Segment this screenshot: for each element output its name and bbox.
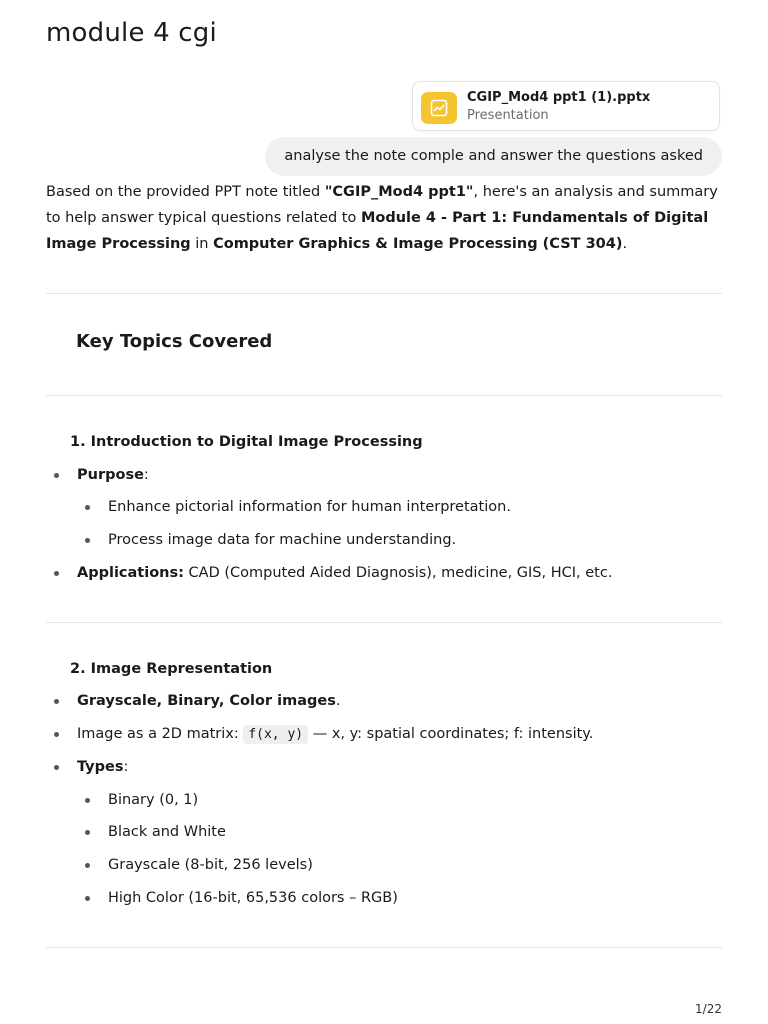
attachment-file-name: CGIP_Mod4 ppt1 (1).pptx — [467, 90, 651, 105]
intro-text: in — [190, 236, 214, 252]
section2-title: 2. Image Representation — [70, 661, 273, 677]
list-item: High Color (16-bit, 65,536 colors – RGB) — [108, 890, 398, 906]
intro-bold-title: "CGIP_Mod4 ppt1" — [324, 184, 474, 200]
matrix-text: Image as a 2D matrix: — [77, 726, 244, 742]
intro-text: Based on the provided PPT note titled — [46, 184, 325, 200]
page-title: module 4 cgi — [46, 18, 217, 48]
list-item-purpose — [77, 465, 149, 485]
intro-text: . — [622, 236, 628, 252]
section-heading: Key Topics Covered — [76, 331, 273, 352]
applications-text: CAD (Computed Aided Diagnosis), medicine, GIS, HCI, etc. — [183, 565, 613, 581]
attachment-card[interactable] — [412, 81, 720, 131]
list-item: Process image data for machine understanding. — [108, 532, 457, 548]
image-kinds-bold: Grayscale, Binary, Color images — [77, 693, 336, 709]
intro-bold-course: Computer Graphics & Image Processing (CST 304) — [213, 236, 623, 252]
list-item: Binary (0, 1) — [108, 792, 199, 808]
purpose-label: Purpose — [77, 467, 144, 483]
divider — [46, 947, 722, 948]
attachment-file-type: Presentation — [467, 108, 549, 123]
list-item-matrix — [77, 724, 593, 745]
list-item: Enhance pictorial information for human interpretation. — [108, 499, 511, 515]
divider — [46, 395, 722, 396]
intro-text: , here's an analysis and summary to help answer typical questions related to — [46, 184, 718, 226]
list-item: Black and White — [108, 824, 226, 840]
applications-label: Applications: — [77, 565, 184, 581]
list-item-applications — [77, 563, 612, 583]
page-number: 1/22 — [695, 1002, 722, 1016]
user-message-bubble: analyse the note comple and answer the questions asked — [265, 137, 722, 176]
list-item: Grayscale (8-bit, 256 levels) — [108, 857, 313, 873]
section1-title: 1. Introduction to Digital Image Processing — [70, 434, 423, 450]
list-item-image-kinds — [77, 691, 340, 711]
presentation-chart-icon — [421, 92, 457, 124]
image-kinds-tail: . — [335, 693, 341, 709]
intro-bold-module: Module 4 - Part 1: Fundamentals of Digital Image Processing — [46, 210, 709, 252]
inline-code: f(x, y) — [243, 725, 308, 744]
divider — [46, 622, 722, 623]
types-label: Types — [77, 759, 124, 775]
response-intro — [46, 179, 726, 257]
matrix-text: — x, y: spatial coordinates; f: intensity. — [308, 726, 594, 742]
types-colon: : — [123, 759, 129, 775]
list-item-types — [77, 757, 128, 777]
divider — [46, 293, 722, 294]
purpose-colon: : — [143, 467, 149, 483]
